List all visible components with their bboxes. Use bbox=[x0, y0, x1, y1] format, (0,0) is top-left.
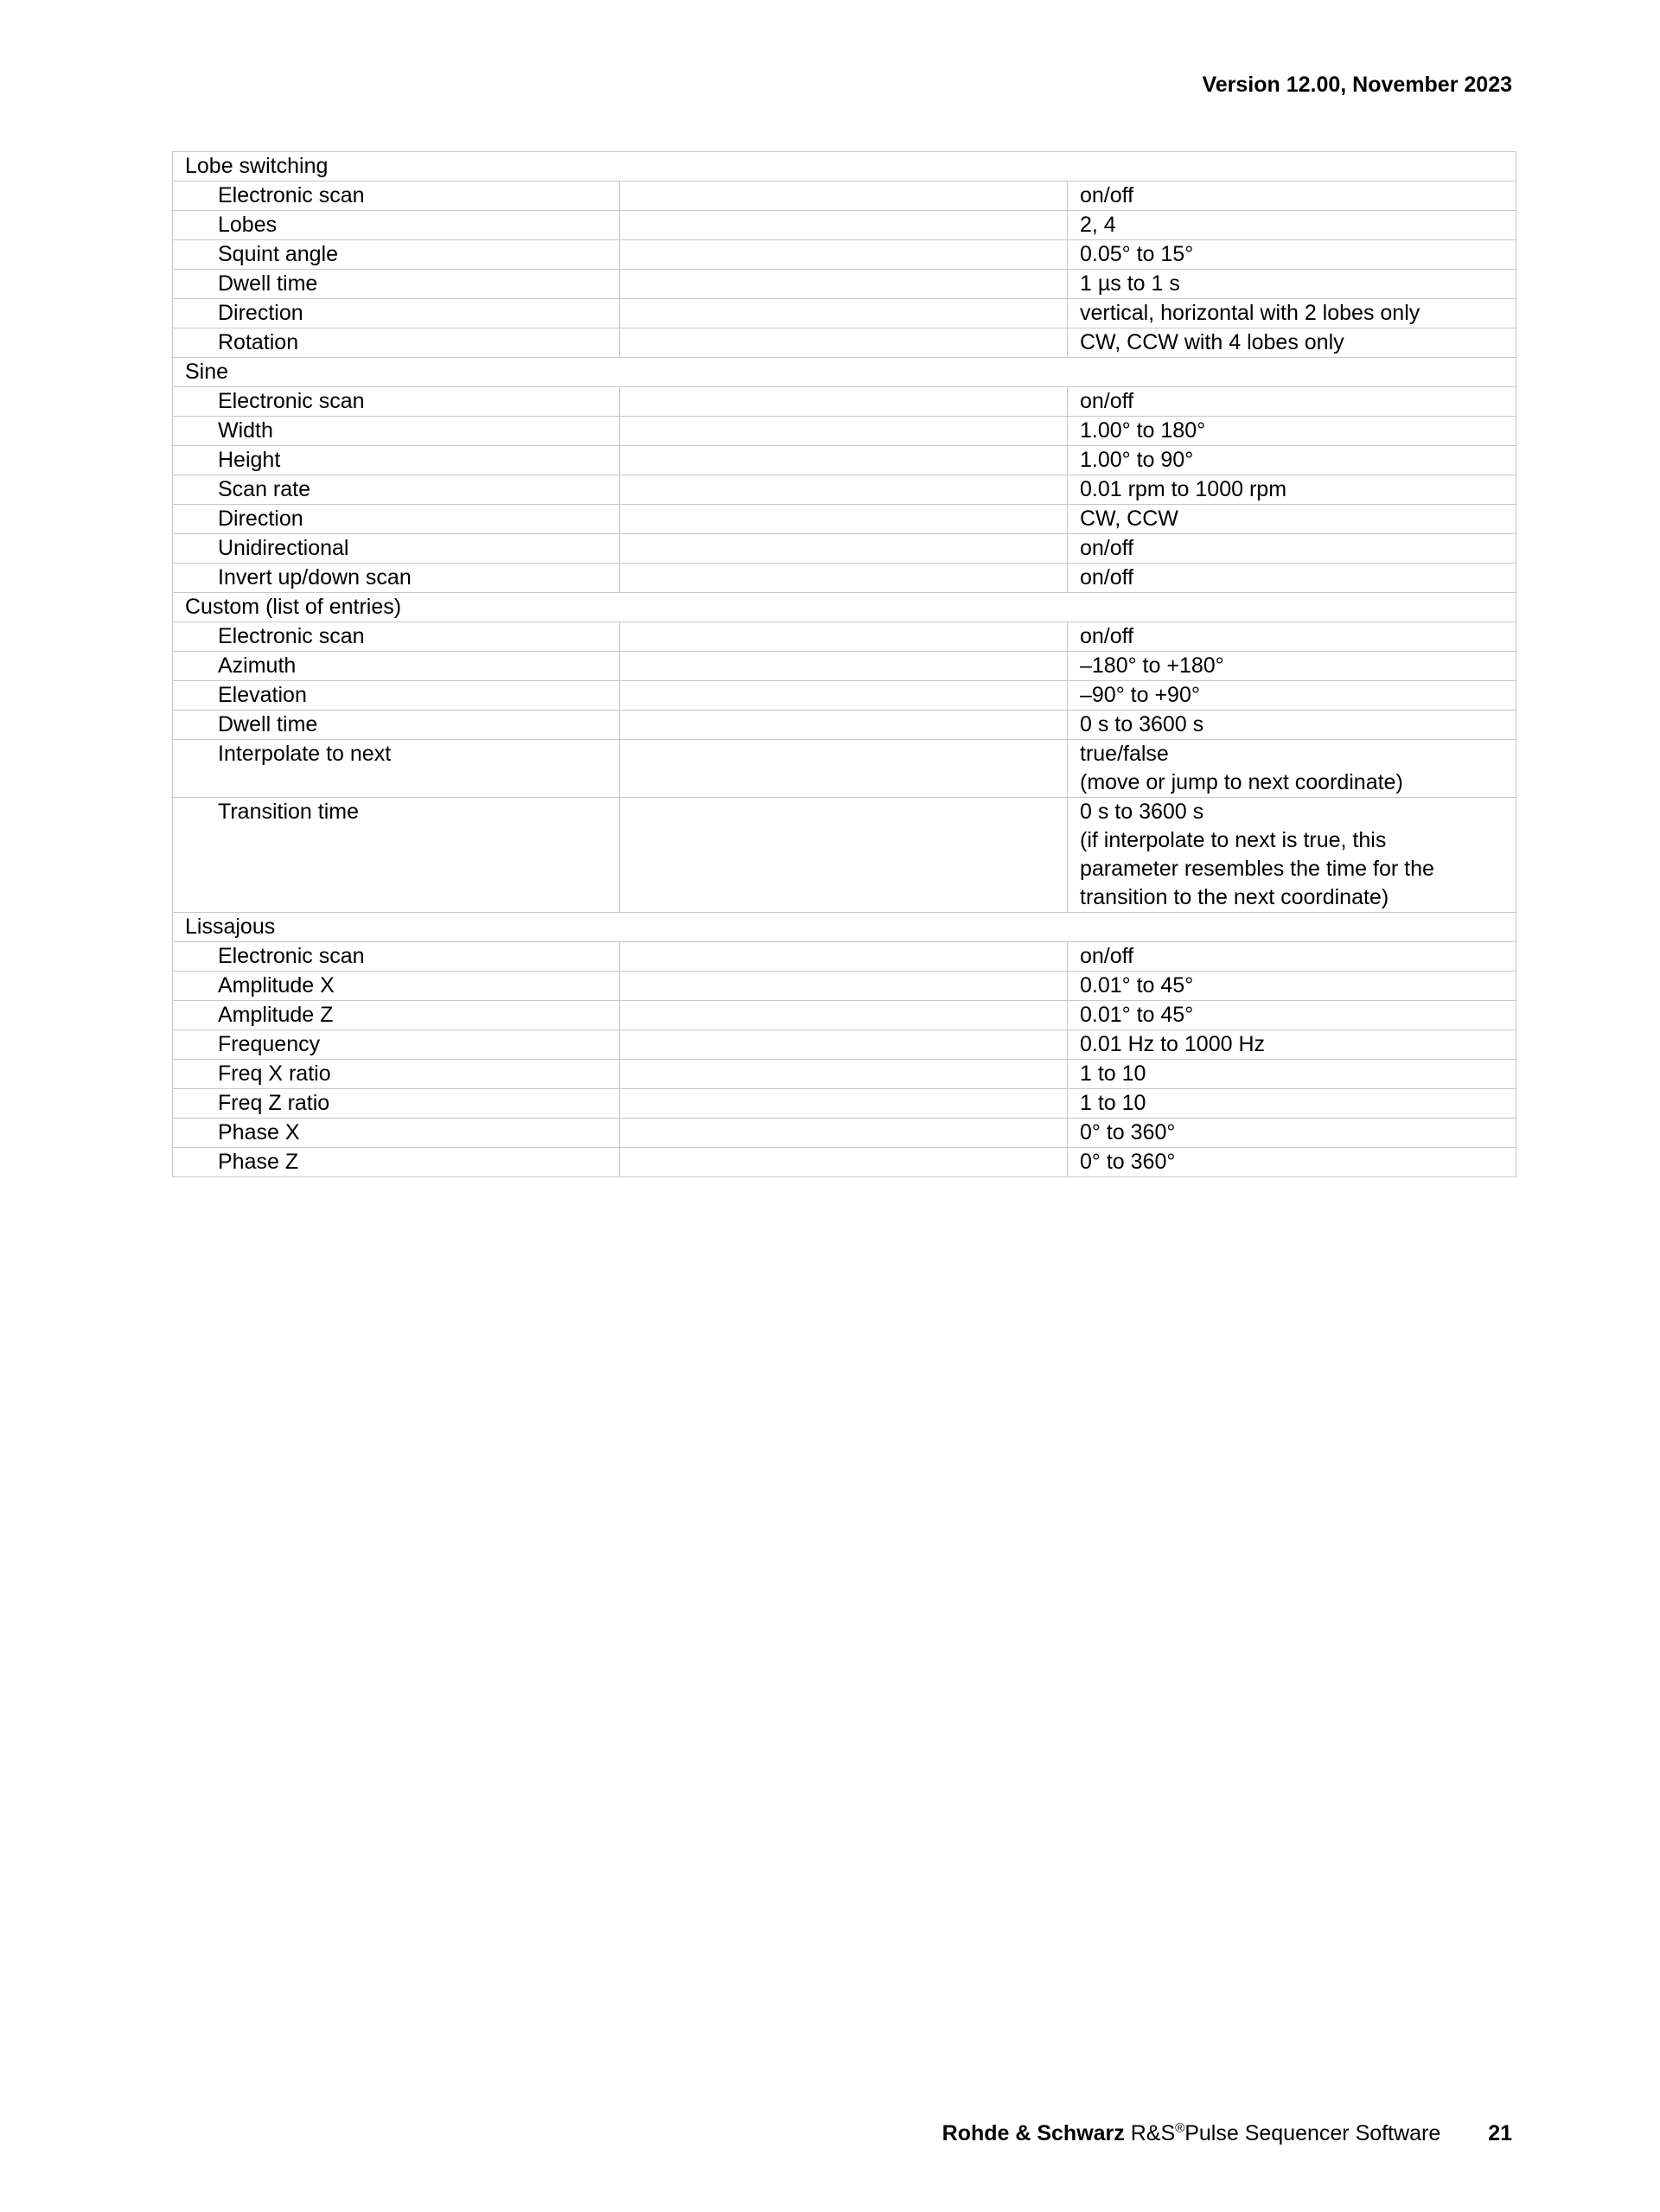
value-line: on/off bbox=[1080, 389, 1134, 413]
value-line: 2, 4 bbox=[1080, 213, 1116, 237]
footer-product-prefix: R&S bbox=[1130, 2121, 1176, 2145]
parameter-name: Direction bbox=[173, 299, 620, 328]
value-line: on/off bbox=[1080, 565, 1134, 590]
empty-cell bbox=[620, 328, 1068, 358]
parameter-value bbox=[1068, 652, 1516, 681]
value-line: 0.01 Hz to 1000 Hz bbox=[1080, 1032, 1266, 1056]
table-row bbox=[173, 681, 1516, 711]
table-row bbox=[173, 328, 1516, 358]
section-header-row bbox=[173, 152, 1516, 182]
table-row bbox=[173, 1001, 1516, 1030]
empty-cell bbox=[620, 652, 1068, 681]
value-line: 1.00° to 180° bbox=[1080, 418, 1206, 443]
parameter-value bbox=[1068, 564, 1516, 593]
section-header-row bbox=[173, 358, 1516, 387]
empty-cell bbox=[620, 972, 1068, 1001]
table-row bbox=[173, 942, 1516, 972]
parameter-value bbox=[1068, 1030, 1516, 1060]
empty-cell bbox=[620, 417, 1068, 446]
section-title: Sine bbox=[173, 358, 1516, 387]
parameter-name: Width bbox=[173, 417, 620, 446]
parameter-value bbox=[1068, 182, 1516, 211]
parameter-name: Height bbox=[173, 446, 620, 475]
parameter-name: Freq X ratio bbox=[173, 1060, 620, 1089]
empty-cell bbox=[620, 1060, 1068, 1089]
parameter-value bbox=[1068, 972, 1516, 1001]
value-line: on/off bbox=[1080, 536, 1134, 560]
parameter-value bbox=[1068, 211, 1516, 240]
table-row bbox=[173, 505, 1516, 534]
value-line: 1.00° to 90° bbox=[1080, 448, 1194, 472]
empty-cell bbox=[620, 1001, 1068, 1030]
value-line: 1 µs to 1 s bbox=[1080, 271, 1180, 296]
parameter-value bbox=[1068, 1148, 1516, 1177]
parameter-value bbox=[1068, 1089, 1516, 1119]
parameter-value bbox=[1068, 417, 1516, 446]
parameter-value bbox=[1068, 299, 1516, 328]
table-row bbox=[173, 387, 1516, 417]
section-title: Custom (list of entries) bbox=[173, 593, 1516, 622]
parameter-value bbox=[1068, 740, 1516, 798]
parameter-value bbox=[1068, 1119, 1516, 1148]
empty-cell bbox=[620, 711, 1068, 740]
parameter-value bbox=[1068, 240, 1516, 270]
parameter-name: Unidirectional bbox=[173, 534, 620, 564]
value-line: 0° to 360° bbox=[1080, 1120, 1176, 1144]
parameter-name: Elevation bbox=[173, 681, 620, 711]
value-line: 0.05° to 15° bbox=[1080, 242, 1194, 266]
section-header-row bbox=[173, 913, 1516, 942]
table-row bbox=[173, 740, 1516, 798]
empty-cell bbox=[620, 270, 1068, 299]
parameter-value bbox=[1068, 1060, 1516, 1089]
empty-cell bbox=[620, 182, 1068, 211]
parameter-name: Electronic scan bbox=[173, 622, 620, 652]
value-line: vertical, horizontal with 2 lobes only bbox=[1080, 301, 1421, 325]
parameter-name: Phase X bbox=[173, 1119, 620, 1148]
empty-cell bbox=[620, 387, 1068, 417]
table-row bbox=[173, 622, 1516, 652]
parameter-name: Electronic scan bbox=[173, 182, 620, 211]
empty-cell bbox=[620, 446, 1068, 475]
table-row bbox=[173, 798, 1516, 913]
parameter-value bbox=[1068, 328, 1516, 358]
table-row bbox=[173, 1060, 1516, 1089]
value-line: 0.01 rpm to 1000 rpm bbox=[1080, 477, 1287, 501]
value-line: 0.01° to 45° bbox=[1080, 973, 1194, 998]
parameter-name: Electronic scan bbox=[173, 387, 620, 417]
table-row bbox=[173, 182, 1516, 211]
parameter-value bbox=[1068, 446, 1516, 475]
parameter-value bbox=[1068, 387, 1516, 417]
value-line: –90° to +90° bbox=[1080, 683, 1200, 707]
table-row bbox=[173, 564, 1516, 593]
page-footer bbox=[942, 2121, 1512, 2146]
parameter-name: Azimuth bbox=[173, 652, 620, 681]
parameter-name: Electronic scan bbox=[173, 942, 620, 972]
empty-cell bbox=[620, 564, 1068, 593]
empty-cell bbox=[620, 534, 1068, 564]
footer-product-name: Pulse Sequencer Software bbox=[1184, 2121, 1441, 2145]
parameter-name: Transition time bbox=[173, 798, 620, 913]
table-row bbox=[173, 417, 1516, 446]
parameter-value bbox=[1068, 681, 1516, 711]
section-title: Lissajous bbox=[173, 913, 1516, 942]
empty-cell bbox=[620, 1148, 1068, 1177]
value-line: parameter resembles the time for the bbox=[1080, 857, 1434, 881]
value-line: transition to the next coordinate) bbox=[1080, 885, 1389, 909]
value-line: 0 s to 3600 s bbox=[1080, 712, 1204, 736]
parameter-value bbox=[1068, 622, 1516, 652]
parameter-value bbox=[1068, 505, 1516, 534]
value-line: 0 s to 3600 s bbox=[1080, 800, 1204, 824]
parameter-name: Rotation bbox=[173, 328, 620, 358]
empty-cell bbox=[620, 1089, 1068, 1119]
section-header-row bbox=[173, 593, 1516, 622]
empty-cell bbox=[620, 1030, 1068, 1060]
empty-cell bbox=[620, 299, 1068, 328]
empty-cell bbox=[620, 681, 1068, 711]
table-row bbox=[173, 1030, 1516, 1060]
parameter-value bbox=[1068, 270, 1516, 299]
table-row bbox=[173, 1148, 1516, 1177]
parameter-value bbox=[1068, 475, 1516, 505]
empty-cell bbox=[620, 1119, 1068, 1148]
empty-cell bbox=[620, 240, 1068, 270]
parameter-name: Dwell time bbox=[173, 711, 620, 740]
parameter-name: Squint angle bbox=[173, 240, 620, 270]
table-row bbox=[173, 211, 1516, 240]
empty-cell bbox=[620, 211, 1068, 240]
value-line: on/off bbox=[1080, 624, 1134, 648]
parameter-value bbox=[1068, 942, 1516, 972]
empty-cell bbox=[620, 505, 1068, 534]
footer-brand: Rohde & Schwarz bbox=[942, 2121, 1125, 2145]
value-line: 1 to 10 bbox=[1080, 1061, 1146, 1086]
table-row bbox=[173, 240, 1516, 270]
table-row bbox=[173, 1119, 1516, 1148]
page-number: 21 bbox=[1488, 2121, 1512, 2145]
parameter-value bbox=[1068, 711, 1516, 740]
value-line: CW, CCW with 4 lobes only bbox=[1080, 330, 1344, 354]
value-line: on/off bbox=[1080, 183, 1134, 207]
value-line: (move or jump to next coordinate) bbox=[1080, 770, 1403, 794]
value-line: –180° to +180° bbox=[1080, 653, 1224, 678]
table-row bbox=[173, 534, 1516, 564]
table-row bbox=[173, 270, 1516, 299]
parameter-name: Scan rate bbox=[173, 475, 620, 505]
parameter-value bbox=[1068, 798, 1516, 913]
value-line: CW, CCW bbox=[1080, 507, 1178, 531]
table-row bbox=[173, 652, 1516, 681]
value-line: true/false bbox=[1080, 742, 1169, 766]
table-row bbox=[173, 972, 1516, 1001]
empty-cell bbox=[620, 475, 1068, 505]
value-line: 0° to 360° bbox=[1080, 1150, 1176, 1174]
empty-cell bbox=[620, 622, 1068, 652]
parameter-name: Lobes bbox=[173, 211, 620, 240]
document-version-header: Version 12.00, November 2023 bbox=[1202, 73, 1512, 97]
table-row bbox=[173, 299, 1516, 328]
value-line: 1 to 10 bbox=[1080, 1091, 1146, 1115]
empty-cell bbox=[620, 740, 1068, 798]
table-row bbox=[173, 1089, 1516, 1119]
empty-cell bbox=[620, 942, 1068, 972]
parameter-name: Direction bbox=[173, 505, 620, 534]
parameter-value bbox=[1068, 534, 1516, 564]
section-title: Lobe switching bbox=[173, 152, 1516, 182]
registered-trademark-mark: ® bbox=[1175, 2120, 1185, 2136]
value-line: 0.01° to 45° bbox=[1080, 1003, 1194, 1027]
specification-table-body bbox=[173, 152, 1516, 1177]
parameter-name: Freq Z ratio bbox=[173, 1089, 620, 1119]
table-row bbox=[173, 475, 1516, 505]
parameter-name: Interpolate to next bbox=[173, 740, 620, 798]
value-line: on/off bbox=[1080, 944, 1134, 968]
empty-cell bbox=[620, 798, 1068, 913]
parameter-name: Amplitude Z bbox=[173, 1001, 620, 1030]
parameter-name: Dwell time bbox=[173, 270, 620, 299]
specification-table bbox=[172, 151, 1516, 1177]
parameter-name: Frequency bbox=[173, 1030, 620, 1060]
table-row bbox=[173, 446, 1516, 475]
table-row bbox=[173, 711, 1516, 740]
parameter-value bbox=[1068, 1001, 1516, 1030]
parameter-name: Invert up/down scan bbox=[173, 564, 620, 593]
parameter-name: Phase Z bbox=[173, 1148, 620, 1177]
value-line: (if interpolate to next is true, this bbox=[1080, 828, 1387, 852]
parameter-name: Amplitude X bbox=[173, 972, 620, 1001]
